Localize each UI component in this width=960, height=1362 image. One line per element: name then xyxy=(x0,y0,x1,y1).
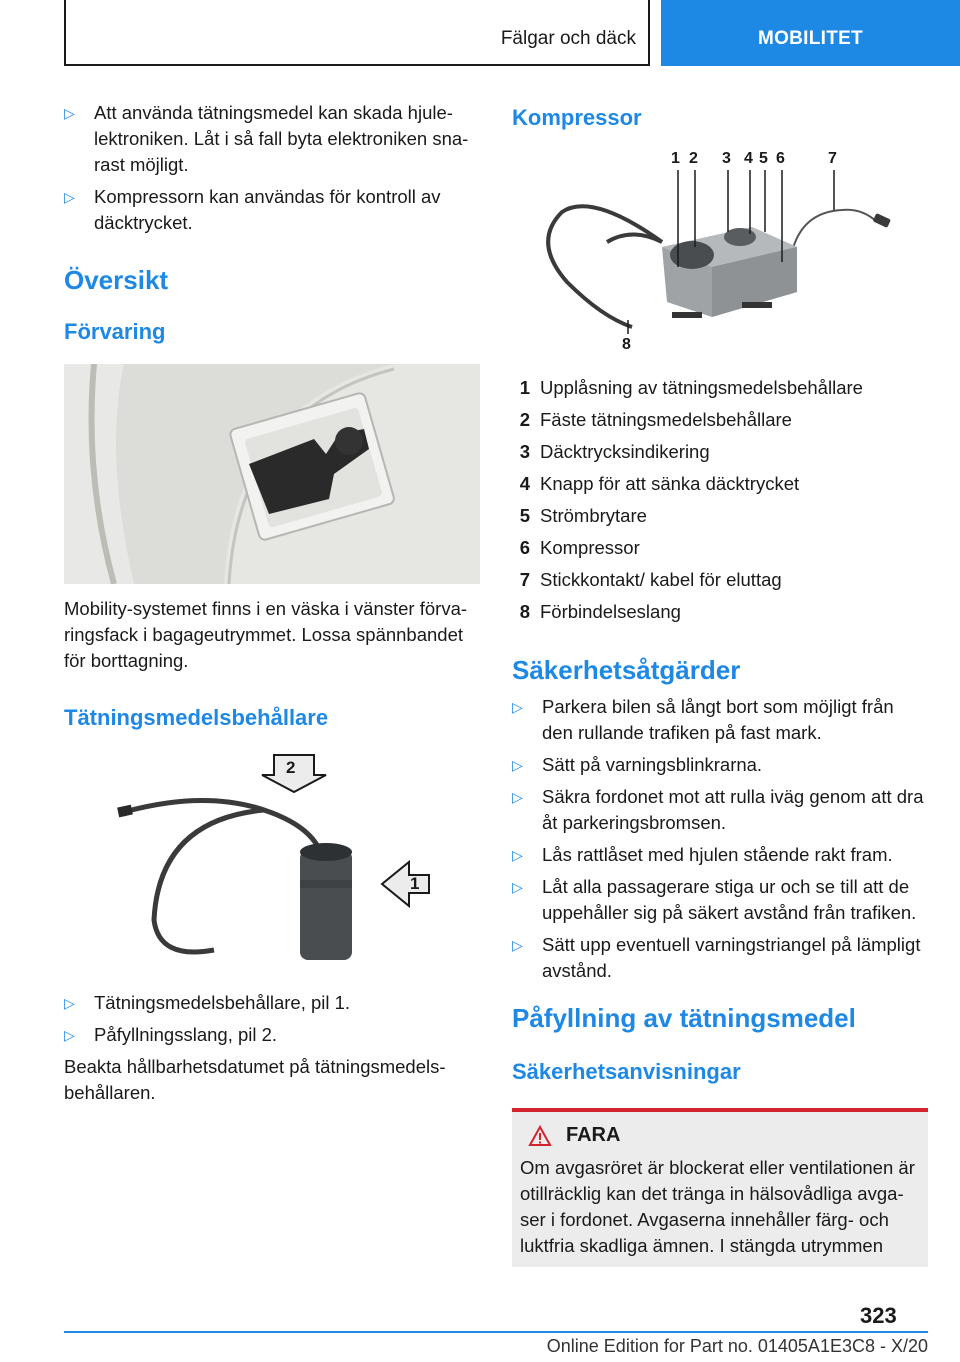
safety-bullet: ▷ Låt alla passagerare stiga ur och se till att de uppehåller sig på säkert avstånd från trafiken. xyxy=(512,874,928,926)
footer-rule xyxy=(64,1331,928,1333)
header-rule-left xyxy=(64,0,66,66)
bullet-triangle-icon: ▷ xyxy=(512,937,523,953)
safety-bullet: ▷ Säkra fordonet mot att rulla iväg genom att dra åt parkeringsbromsen. xyxy=(512,784,928,836)
arrow-number-1: 1 xyxy=(410,874,420,893)
trunk-storage-photo xyxy=(64,364,480,584)
safety-notes-heading: Säkerhetsanvisningar xyxy=(512,1059,741,1084)
safety-list xyxy=(512,694,928,984)
header-rule-bottom xyxy=(64,64,650,66)
diagram-number-8: 8 xyxy=(622,336,631,353)
legend-item: 5 Strömbrytare xyxy=(519,505,647,526)
legend-item: 7 Stickkontakt/ kabel för eluttag xyxy=(519,569,782,590)
component-legend xyxy=(512,372,928,628)
container-note: Beakta hållbarhetsdatumet på tätningsmedelsbehållaren. xyxy=(64,1056,446,1103)
legend-item: 2 Fäste tätningsmedelsbehållare xyxy=(519,409,792,430)
arrow-number-2: 2 xyxy=(286,758,296,777)
safety-bullet: ▷ Sätt upp eventuell varningstriangel på lämpligt avstånd. xyxy=(512,932,928,984)
sealant-container-figure xyxy=(64,750,480,970)
storage-heading: Förvaring xyxy=(64,319,166,344)
intro-bullet: ▷ Kompressorn kan användas för kontroll av däcktrycket. xyxy=(64,184,480,236)
container-heading: Tätningsmedelsbehållare xyxy=(64,705,329,730)
danger-warning-box xyxy=(512,1108,928,1267)
container-bullet: ▷ Påfyllningsslang, pil 2. xyxy=(64,1022,480,1048)
diagram-number-6: 6 xyxy=(776,150,785,167)
header-section-title: Fälgar och däck xyxy=(500,28,636,49)
compressor-heading: Kompressor xyxy=(512,105,642,130)
bullet-triangle-icon: ▷ xyxy=(64,1027,75,1043)
diagram-number-3: 3 xyxy=(722,150,731,167)
legend-item: 8 Förbindelseslang xyxy=(519,601,681,622)
bullet-triangle-icon: ▷ xyxy=(512,699,523,715)
warning-triangle-icon xyxy=(528,1125,552,1147)
compressor-diagram xyxy=(512,152,928,360)
page-number: 323 xyxy=(860,1303,897,1328)
right-column xyxy=(512,100,928,1267)
storage-description: Mobility-systemet finns i en väska i vänster förvaringsfack i bagageutrymmet. Lossa spännbandet för borttagning. xyxy=(64,598,468,671)
fill-sealant-heading: Påfyllning av tätningsmedel xyxy=(512,1003,856,1033)
warning-label: FARA xyxy=(566,1124,621,1146)
diagram-number-4: 4 xyxy=(744,150,753,167)
diagram-number-1: 1 xyxy=(671,150,680,167)
safety-bullet: ▷ Lås rattlåset med hjulen stående rakt fram. xyxy=(512,842,928,868)
bullet-triangle-icon: ▷ xyxy=(512,879,523,895)
intro-bullet: ▷ Att använda tätningsmedel kan skada hjulelektroniken. Låt i så fall byta elektroniken snarast möjligt. xyxy=(64,100,480,178)
safety-bullet: ▷ Sätt på varningsblinkrarna. xyxy=(512,752,928,778)
bullet-triangle-icon: ▷ xyxy=(512,847,523,863)
bullet-triangle-icon: ▷ xyxy=(512,789,523,805)
bullet-triangle-icon: ▷ xyxy=(64,105,75,121)
left-column xyxy=(64,100,480,1106)
diagram-number-7: 7 xyxy=(828,150,837,167)
legend-item: 3 Däcktrycksindikering xyxy=(519,441,710,462)
diagram-number-2: 2 xyxy=(689,150,698,167)
edition-footer: Online Edition for Part no. 01405A1E3C8 - X/20 xyxy=(546,1336,928,1356)
safety-bullet: ▷ Parkera bilen så långt bort som möjligt från den rullande trafiken på fast mark. xyxy=(512,694,928,746)
diagram-number-5: 5 xyxy=(759,150,768,167)
header-rule-right xyxy=(648,0,650,66)
legend-item: 1 Upplåsning av tätningsmedelsbehållare xyxy=(519,377,863,398)
container-bullet: ▷ Tätningsmedelsbehållare, pil 1. xyxy=(64,990,480,1016)
bullet-triangle-icon: ▷ xyxy=(64,189,75,205)
bullet-triangle-icon: ▷ xyxy=(64,995,75,1011)
warning-text: Om avgasröret är blockerat eller ventilationen är otillräcklig kan det tränga in hälsovådliga avgaser i fordonet. Avgaserna innehåller färg- och luktfria skadliga ämnen. I stängda utrymmen xyxy=(520,1157,915,1256)
safety-heading: Säkerhetsåtgärder xyxy=(512,655,741,685)
header-chapter-tab[interactable]: MOBILITET xyxy=(661,0,960,66)
bullet-triangle-icon: ▷ xyxy=(512,757,523,773)
legend-item: 6 Kompressor xyxy=(519,537,640,558)
legend-item: 4 Knapp för att sänka däcktrycket xyxy=(519,473,800,494)
overview-heading: Översikt xyxy=(64,265,169,295)
